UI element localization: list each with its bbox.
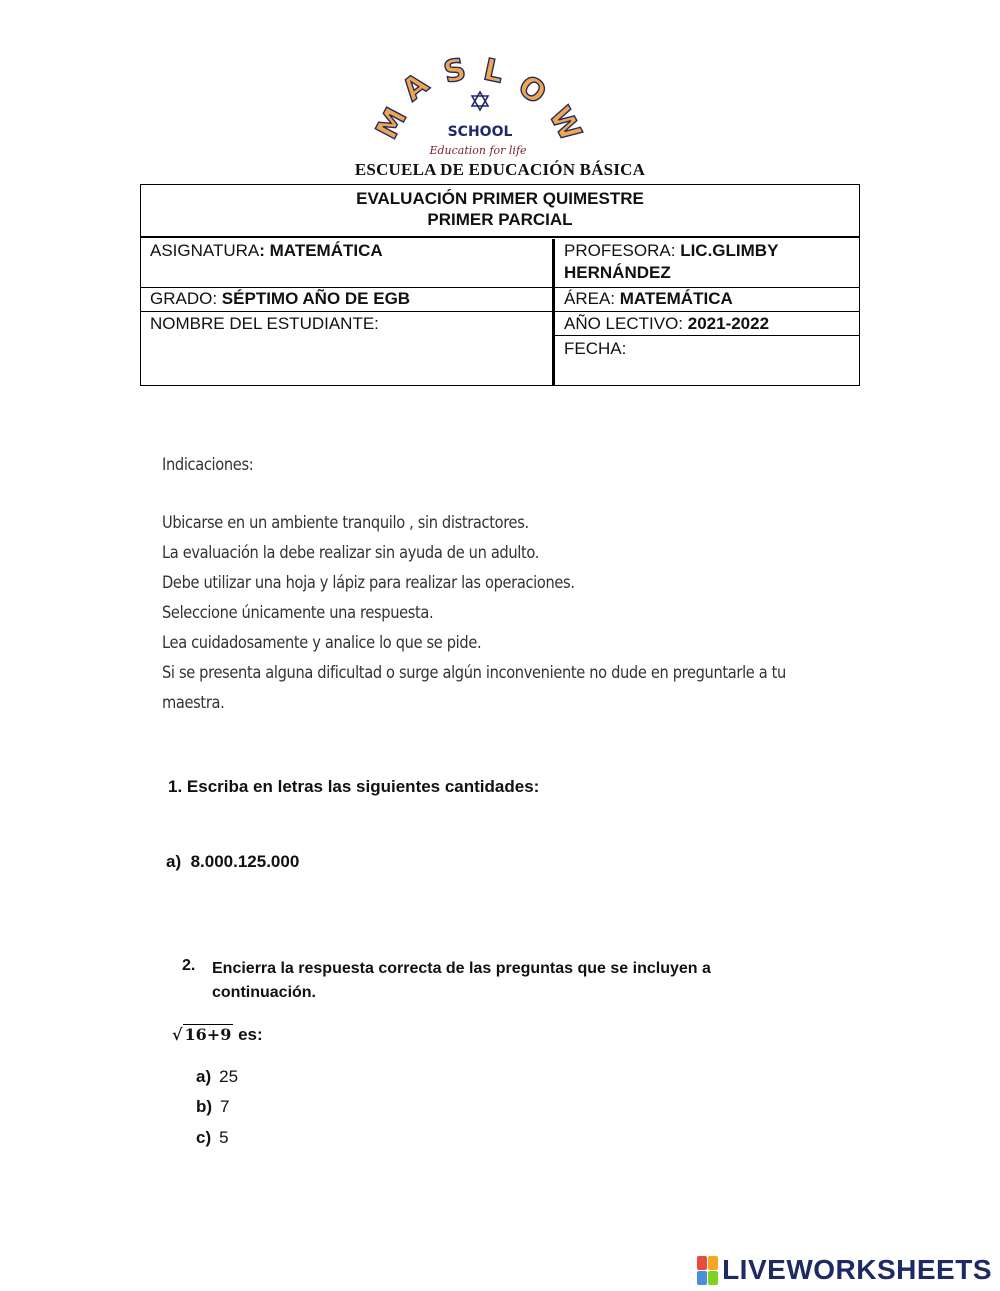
logo-letter: L — [480, 52, 507, 91]
logo-letter: W — [541, 101, 588, 147]
question-1-item-label: a) — [166, 852, 182, 871]
logo-school-text: SCHOOL — [447, 124, 513, 140]
row-divider — [141, 311, 859, 312]
question-2-text-line1: Encierra la respuesta correcta de las preguntas que se incluyen a — [212, 960, 711, 977]
anio-label: AÑO LECTIVO: — [564, 314, 688, 333]
indicacion-line: Debe utilizar una hoja y lápiz para realizar las operaciones. — [162, 573, 575, 593]
option-label: b) — [196, 1097, 213, 1116]
profesora-value-line1: LIC.GLIMBY — [680, 241, 779, 260]
liveworksheets-logo — [697, 1254, 992, 1286]
asignatura-label: ASIGNATURA — [150, 241, 260, 260]
question-2-number: 2. — [182, 957, 196, 974]
area-label: ÁREA: — [564, 289, 620, 308]
grado-label: GRADO: — [150, 289, 222, 308]
star-of-david-icon — [472, 92, 488, 110]
logo-letter: O — [511, 68, 553, 112]
indicacion-line: Ubicarse en un ambiente tranquilo , sin distractores. — [162, 513, 529, 533]
logo-tagline: Education for life — [429, 144, 527, 157]
option-value: 25 — [219, 1067, 239, 1086]
area-cell — [555, 288, 859, 310]
anio-cell — [555, 313, 859, 335]
area-value: MATEMÁTICA — [619, 289, 733, 308]
row-divider — [555, 335, 859, 336]
sqrt-radicand: 16+9 — [184, 1025, 232, 1044]
indicacion-line: Seleccione únicamente una respuesta. — [162, 603, 434, 623]
profesora-value-line2: HERNÁNDEZ — [564, 263, 671, 282]
indicacion-line: Lea cuidadosamente y analice lo que se pide. — [162, 633, 482, 653]
header-table — [140, 184, 860, 386]
asignatura-cell — [141, 240, 551, 262]
indicacion-line: maestra. — [162, 693, 225, 713]
exam-title — [141, 185, 859, 238]
grado-cell — [141, 288, 551, 310]
indicaciones-title: Indicaciones: — [162, 455, 254, 475]
answer-option-c[interactable] — [196, 1128, 229, 1148]
school-name: ESCUELA DE EDUCACIÓN BÁSICA — [354, 160, 646, 179]
school-logo — [360, 48, 600, 160]
liveworksheets-text: LIVEWORKSHEETS — [722, 1254, 992, 1285]
exam-title-line2: PRIMER PARCIAL — [427, 210, 573, 229]
anio-value: 2021-2022 — [687, 314, 770, 333]
nombre-label: NOMBRE DEL ESTUDIANTE: — [150, 314, 379, 333]
option-value: 7 — [220, 1097, 230, 1116]
nombre-cell[interactable] — [141, 313, 551, 335]
logo-letter: S — [440, 51, 470, 91]
answer-option-a[interactable] — [196, 1067, 238, 1087]
sqrt-symbol: √ — [172, 1025, 183, 1044]
question-1-item — [166, 852, 299, 872]
logo-letter: A — [395, 66, 436, 109]
logo-letter: M — [369, 102, 415, 146]
fecha-label: FECHA: — [564, 339, 627, 358]
option-value: 5 — [219, 1128, 229, 1147]
expression-suffix: es: — [238, 1025, 263, 1044]
fecha-cell[interactable] — [555, 338, 859, 360]
profesora-label: PROFESORA: — [564, 241, 681, 260]
question-2-text-line2: continuación. — [212, 984, 316, 1001]
asignatura-value: : MATEMÁTICA — [259, 241, 383, 260]
question-2-text — [212, 957, 711, 1005]
question-1-text: 1. Escriba en letras las siguientes cantidades: — [168, 777, 540, 796]
liveworksheets-icon — [697, 1256, 718, 1285]
indicacion-line: Si se presenta alguna dificultad o surge algún inconveniente no dude en preguntarle a tu — [162, 663, 786, 683]
option-label: a) — [196, 1067, 212, 1086]
option-label: c) — [196, 1128, 212, 1147]
question-2-expression — [172, 1025, 263, 1045]
grado-value: SÉPTIMO AÑO DE EGB — [221, 289, 411, 308]
profesora-cell — [555, 240, 859, 284]
answer-option-b[interactable] — [196, 1097, 230, 1117]
question-1-item-value: 8.000.125.000 — [190, 852, 300, 871]
indicacion-line: La evaluación la debe realizar sin ayuda de un adulto. — [162, 543, 540, 563]
exam-title-line1: EVALUACIÓN PRIMER QUIMESTRE — [356, 189, 644, 208]
